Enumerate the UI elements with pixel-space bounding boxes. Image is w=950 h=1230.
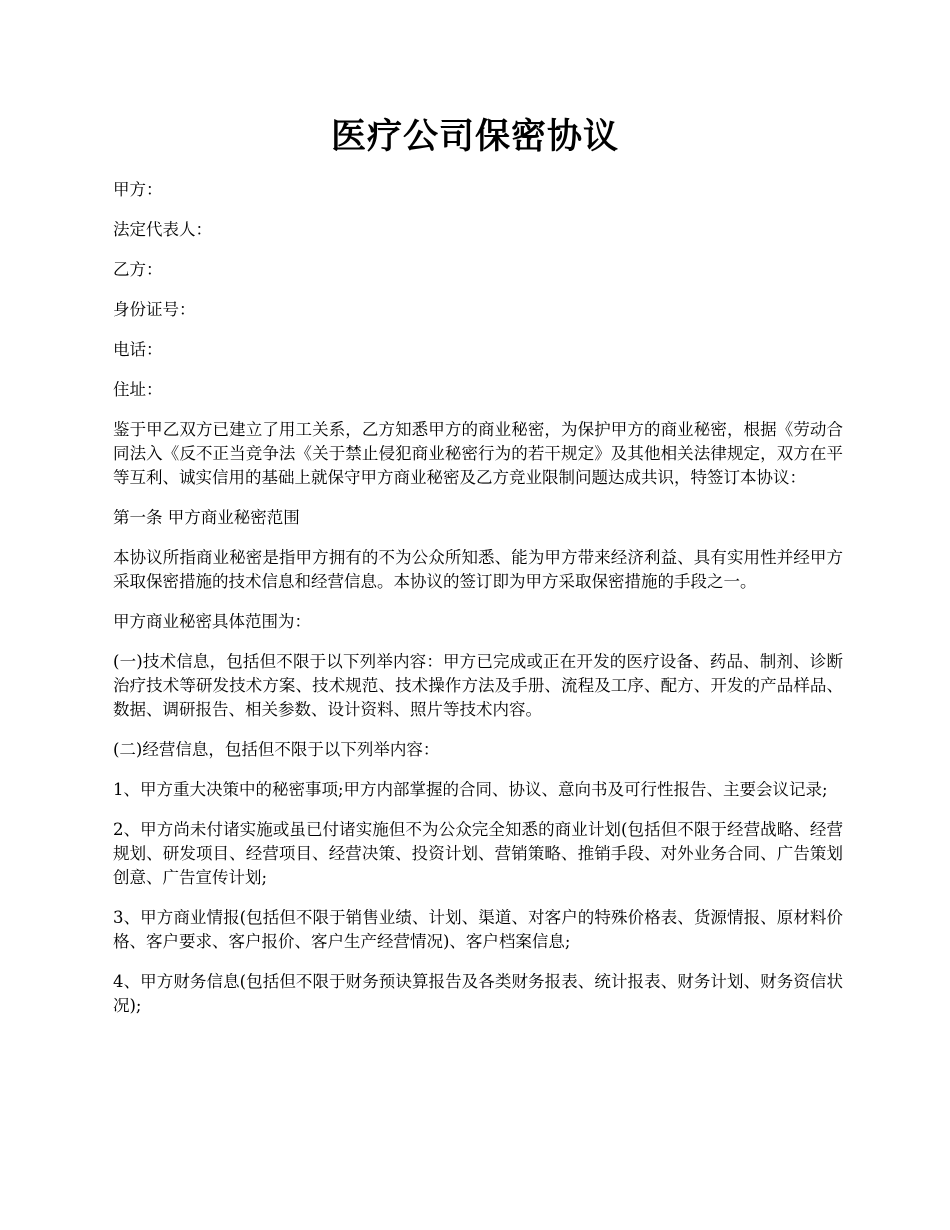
legal-representative-field: 法定代表人：	[113, 220, 212, 239]
business-info-item-4: 4、甲方财务信息(包括但不限于财务预诀算报告及各类财务报表、统计报表、财务计划、财务资信状况);	[113, 972, 843, 1015]
preamble-paragraph: 鉴于甲乙双方已建立了用工关系，乙方知悉甲方的商业秘密，为保护甲方的商业秘密，根据《劳动合同法入《反不正当竞争法《关于禁止侵犯商业秘密行为的若干规定》及其他相关法律规定，双方在平等互利、诚实信用的基础上就保守甲方商业秘密及乙方竞业限制问题达成共识，特签订本协议：	[113, 420, 843, 487]
phone-field: 电话：	[113, 340, 163, 359]
article-1-heading: 第一条 甲方商业秘密范围	[113, 508, 300, 527]
document-title: 医疗公司保密协议	[330, 116, 619, 157]
business-info-item-1: 1、甲方重大决策中的秘密事项;甲方内部掌握的合同、协议、意向书及可行性报告、主要会议记录;	[113, 780, 828, 799]
scope-intro: 甲方商业秘密具体范围为：	[113, 612, 311, 631]
id-number-field: 身份证号：	[113, 300, 196, 319]
document-body	[113, 178, 843, 1034]
trade-secret-definition: 本协议所指商业秘密是指甲方拥有的不为公众所知悉、能为甲方带来经济利益、具有实用性并经甲方采取保密措施的技术信息和经营信息。本协议的签订即为甲方采取保密措施的手段之一。	[113, 548, 843, 591]
address-field: 住址：	[113, 380, 163, 399]
party-b-field: 乙方：	[113, 260, 163, 279]
party-a-field: 甲方：	[113, 180, 163, 199]
business-info-item-2: 2、甲方尚未付诸实施或虽已付诸实施但不为公众完全知悉的商业计划(包括但不限于经营战略、经营规划、研发项目、经营项目、经营决策、投资计划、营销策略、推销手段、对外业务合同、广告策划创意、广告宣传计划;	[113, 820, 843, 887]
business-info-clause: (二)经营信息，包括但不限于以下列举内容：	[113, 740, 440, 759]
business-info-item-3: 3、甲方商业情报(包括但不限于销售业绩、计划、渠道、对客户的特殊价格表、货源情报、原材料价格、客户要求、客户报价、客户生产经营情况)、客户档案信息;	[113, 908, 843, 951]
technical-info-clause: (一)技术信息，包括但不限于以下列举内容：甲方已完成或正在开发的医疗设备、药品、制剂、诊断治疗技术等研发技术方案、技术规范、技术操作方法及手册、流程及工序、配方、开发的产品样品、数据、调研报告、相关参数、设计资料、照片等技术内容。	[113, 652, 843, 719]
